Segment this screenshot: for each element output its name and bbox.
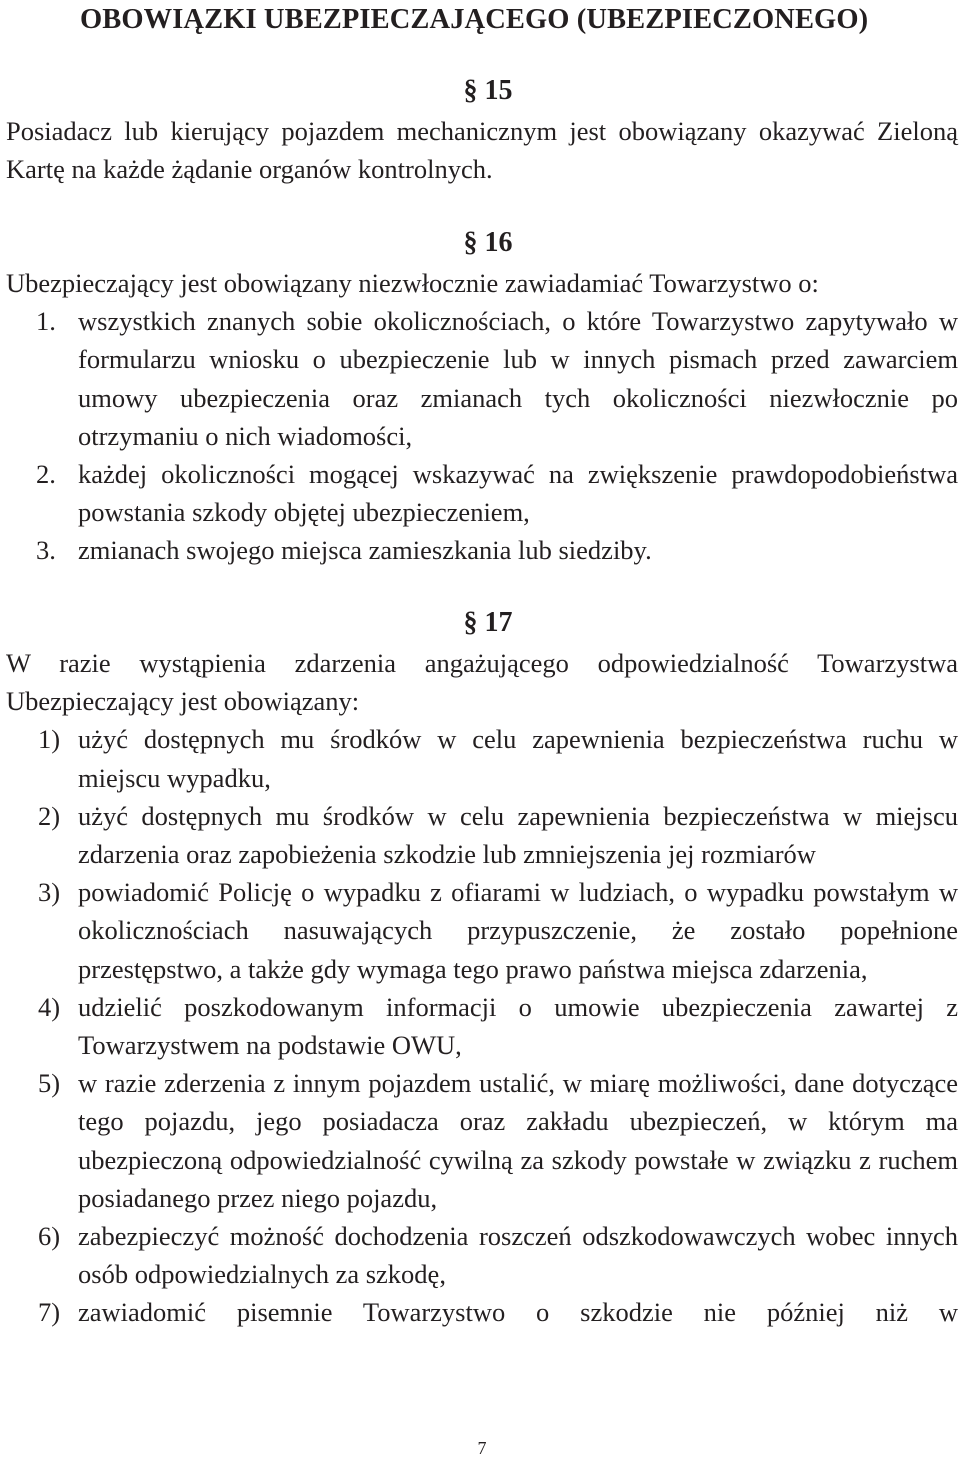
list-item <box>6 797 958 873</box>
list-item-number: 6) <box>38 1221 61 1252</box>
section-17-list <box>6 720 958 1331</box>
list-item <box>6 455 958 531</box>
list-item <box>6 302 958 455</box>
list-item <box>6 1217 958 1293</box>
list-item-number: 1. <box>36 306 56 337</box>
list-item-text: wszystkich znanych sobie okolicznościach, o które Towarzystwo zapytywało w formularzu wniosku o ubezpieczenie lub w innych pismach przed zawarciem umowy ubezpieczenia oraz zmianach tych okoliczności niezwłocznie po otrzymaniu o nich wiadomości, <box>78 306 958 451</box>
document-heading: OBOWIĄZKI UBEZPIECZAJĄCEGO (UBEZPIECZONEGO) <box>80 4 869 35</box>
section-17 <box>6 606 958 1332</box>
section-16-intro: Ubezpieczający jest obowiązany niezwłocznie zawiadamiać Towarzystwo o: <box>6 268 819 298</box>
section-15 <box>6 74 958 188</box>
section-16-title: § 16 <box>463 227 513 258</box>
list-item-text: powiadomić Policję o wypadku z ofiarami w ludziach, o wypadku powstałym w okolicznościach nasuwających przypuszczenie, że zostało popełnione przestępstwo, a także gdy wymaga tego prawo państwa miejsca zdarzenia, <box>78 877 958 984</box>
list-item <box>6 873 958 988</box>
list-item-number: 2) <box>38 800 61 831</box>
page-number: 7 <box>477 1438 487 1458</box>
list-item <box>6 988 958 1064</box>
document-page <box>6 0 958 1460</box>
list-item-number: 2. <box>36 459 56 490</box>
section-15-title: § 15 <box>463 75 513 106</box>
list-item-text: w razie zderzenia z innym pojazdem ustalić, w miarę możliwości, dane dotyczące tego pojazdu, jego posiadacza oraz zakładu ubezpieczeń, w którym ma ubezpieczoną odpowiedzialność cywilną za szkody powstałe w związku z ruchem posiadanego przez niego pojazdu, <box>78 1068 958 1213</box>
list-item <box>6 1293 958 1331</box>
list-item-text: użyć dostępnych mu środków w celu zapewnienia bezpieczeństwa ruchu w miejscu wypadku, <box>78 724 958 793</box>
section-16 <box>6 226 958 570</box>
list-item-text: zmianach swojego miejsca zamieszkania lub siedziby. <box>78 535 652 566</box>
list-item <box>6 531 958 569</box>
list-item-number: 4) <box>38 991 61 1022</box>
list-item-text: zawiadomić pisemnie Towarzystwo o szkodzie nie później niż w <box>78 1297 958 1328</box>
list-item-number: 7) <box>38 1297 61 1328</box>
list-item-number: 5) <box>38 1068 61 1099</box>
list-item-text: udzielić poszkodowanym informacji o umowie ubezpieczenia zawartej z Towarzystwem na podstawie OWU, <box>78 991 958 1061</box>
list-item-text: każdej okoliczności mogącej wskazywać na zwiększenie prawdopodobieństwa powstania szkody objętej ubezpieczeniem, <box>78 459 958 528</box>
list-item-number: 3. <box>36 535 56 566</box>
section-17-intro: W razie wystąpienia zdarzenia angażującego odpowiedzialność Towarzystwa Ubezpieczający jest obowiązany: <box>6 648 958 717</box>
section-17-title: § 17 <box>463 607 513 638</box>
list-item <box>6 720 958 796</box>
section-16-list <box>6 302 958 569</box>
list-item-number: 1) <box>38 724 61 755</box>
list-item-number: 3) <box>38 877 61 908</box>
list-item-text: zabezpieczyć możność dochodzenia roszczeń odszkodowawczych wobec innych osób odpowiedzialnych za szkodę, <box>78 1221 958 1290</box>
list-item-text: użyć dostępnych mu środków w celu zapewnienia bezpieczeństwa w miejscu zdarzenia oraz zapobieżenia szkodzie lub zmniejszenia jej rozmiarów <box>78 800 958 870</box>
list-item <box>6 1064 958 1217</box>
section-15-text: Posiadacz lub kierujący pojazdem mechanicznym jest obowiązany okazywać Zieloną Kartę na każde żądanie organów kontrolnych. <box>6 116 958 185</box>
